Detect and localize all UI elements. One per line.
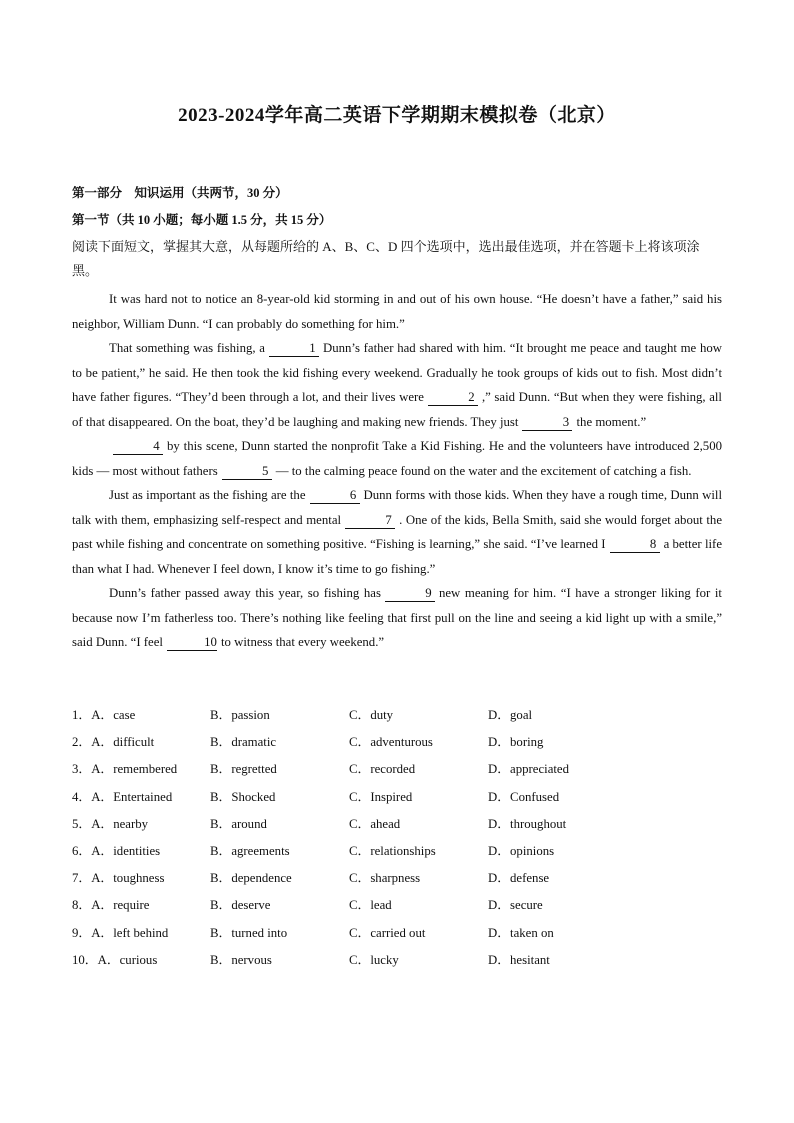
option-b: B．dramatic (210, 735, 277, 750)
option-b: B．turned into (210, 925, 288, 940)
option-a: 5．A．nearby (72, 816, 149, 831)
option-c: C．adventurous (349, 735, 433, 750)
option-a: 9．A．left behind (72, 925, 169, 940)
option-a: 3．A．remembered (72, 762, 178, 777)
blank-6: 6 (310, 487, 360, 504)
option-c: C．sharpness (349, 871, 421, 886)
blank-1: 1 (269, 340, 319, 357)
blank-3: 3 (522, 414, 572, 431)
paragraph-4-text-d: a better life than what I had. Whenever I feel down, I know it’s time to go fishing.” (72, 537, 723, 576)
paragraph-4-text-a: Just as important as the fishing are the (109, 488, 306, 502)
option-c: C．ahead (349, 816, 401, 831)
option-c: C．lead (349, 898, 392, 913)
option-a: 8．A．require (72, 898, 150, 913)
option-c: C．recorded (349, 762, 416, 777)
question-row (72, 700, 722, 727)
option-b: B．Shocked (210, 789, 276, 804)
paragraph-5 (72, 581, 722, 655)
paragraph-4 (72, 483, 722, 581)
question-row (72, 809, 722, 836)
option-d: D．secure (488, 898, 543, 913)
question-row (72, 918, 722, 945)
blank-2: 2 (428, 389, 478, 406)
option-b: B．regretted (210, 762, 277, 777)
option-d: D．defense (488, 871, 550, 886)
section-heading: 第一节（共 10 小题；每小题 1.5 分，共 15 分） (72, 213, 332, 227)
option-d: D．goal (488, 708, 533, 723)
paragraph-1-text: It was hard not to notice an 8-year-old kid storming in and out of his own house. “He doesn’t have a father,” said his neighbor, William Dunn. “I can probably do something for him.” (72, 292, 722, 331)
question-row (72, 782, 722, 809)
blank-7: 7 (345, 512, 395, 529)
question-row (72, 754, 722, 781)
option-d: D．taken on (488, 925, 554, 940)
blank-8: 8 (610, 536, 660, 553)
paragraph-5-text-c: to witness that every weekend.” (220, 635, 385, 649)
option-a: 2．A．difficult (72, 735, 155, 750)
paragraph-3 (72, 434, 722, 483)
option-c: C．Inspired (349, 789, 413, 804)
option-a: 6．A．identities (72, 844, 161, 859)
instructions: 阅读下面短文，掌握其大意，从每题所给的 A、B、C、D 四个选项中，选出最佳选项，并在答题卡上将该项涂黑。 (72, 239, 700, 278)
page-title: 2023-2024学年高二英语下学期期末模拟卷（北京） (178, 105, 616, 126)
option-d: D．appreciated (488, 762, 570, 777)
option-a: 1．A．case (72, 708, 136, 723)
option-c: C．relationships (349, 844, 436, 859)
blank-5: 5 (222, 463, 272, 480)
option-b: B．deserve (210, 898, 271, 913)
reading-passage (72, 287, 722, 655)
part-heading: 第一部分 知识运用（共两节，30 分） (72, 186, 288, 200)
option-d: D．throughout (488, 816, 567, 831)
option-b: B．dependence (210, 871, 292, 886)
option-a: 4．A．Entertained (72, 789, 173, 804)
option-b: B．nervous (210, 952, 272, 967)
option-b: B．around (210, 816, 267, 831)
option-c: C．lucky (349, 952, 399, 967)
blank-4: 4 (113, 438, 163, 455)
option-d: D．boring (488, 735, 544, 750)
question-row (72, 890, 722, 917)
paragraph-5-text-b: new meaning for him. “I have a stronger liking for it because now I’m fatherless too. There’s nothing like feeling that first pull on the line and seeing a kid light up with a smile,” said Dunn. “I feel (72, 586, 722, 649)
question-row (72, 945, 722, 972)
paragraph-3-text-a: by this scene, Dunn started the nonprofit Take a Kid Fishing. He and the volunteers have introduced 2,500 kids — most without fathers (72, 439, 722, 478)
option-d: D．Confused (488, 789, 560, 804)
blank-10: 10 (167, 634, 217, 651)
option-c: C．carried out (349, 925, 426, 940)
answer-options (72, 700, 722, 972)
option-a: 7．A．toughness (72, 871, 165, 886)
blank-9: 9 (385, 585, 435, 602)
paragraph-2-text-a: That something was fishing, a (109, 341, 265, 355)
paragraph-4-text-b: Dunn forms with those kids. When they have a rough time, Dunn will talk with them, emphasizing self-respect and mental (72, 488, 722, 527)
option-a: 10．A．curious (72, 952, 158, 967)
paragraph-2-text-d: the moment.” (576, 414, 647, 429)
paragraph-1 (72, 287, 722, 336)
question-row (72, 836, 722, 863)
option-d: D．opinions (488, 844, 555, 859)
option-c: C．duty (349, 708, 394, 723)
paragraph-2-text-b: Dunn’s father had shared with him. “It brought me peace and taught me how to be patient,” he said. He then took the kid fishing every weekend. Gradually he took groups of kids out to fish. Most didn’t have father figures. “They’d been through a lot, and their lives were (72, 341, 722, 404)
option-b: B．passion (210, 708, 270, 723)
question-row (72, 863, 722, 890)
question-row (72, 727, 722, 754)
paragraph-3-text-b: — to the calming peace found on the water and the excitement of catching a fish. (275, 463, 692, 478)
option-d: D．hesitant (488, 952, 550, 967)
paragraph-2-text-c: ,” said Dunn. “But when they were fishing, all of that disappeared. On the boat, they’d be laughing and making new friends. They just (72, 390, 722, 429)
option-b: B．agreements (210, 844, 290, 859)
paragraph-2 (72, 336, 722, 434)
paragraph-5-text-a: Dunn’s father passed away this year, so fishing has (109, 586, 381, 600)
paragraph-4-text-c: . One of the kids, Bella Smith, said she would forget about the past while fishing and concentrate on something positive. “Fishing is learning,” she said. “I’ve learned I (72, 512, 722, 551)
